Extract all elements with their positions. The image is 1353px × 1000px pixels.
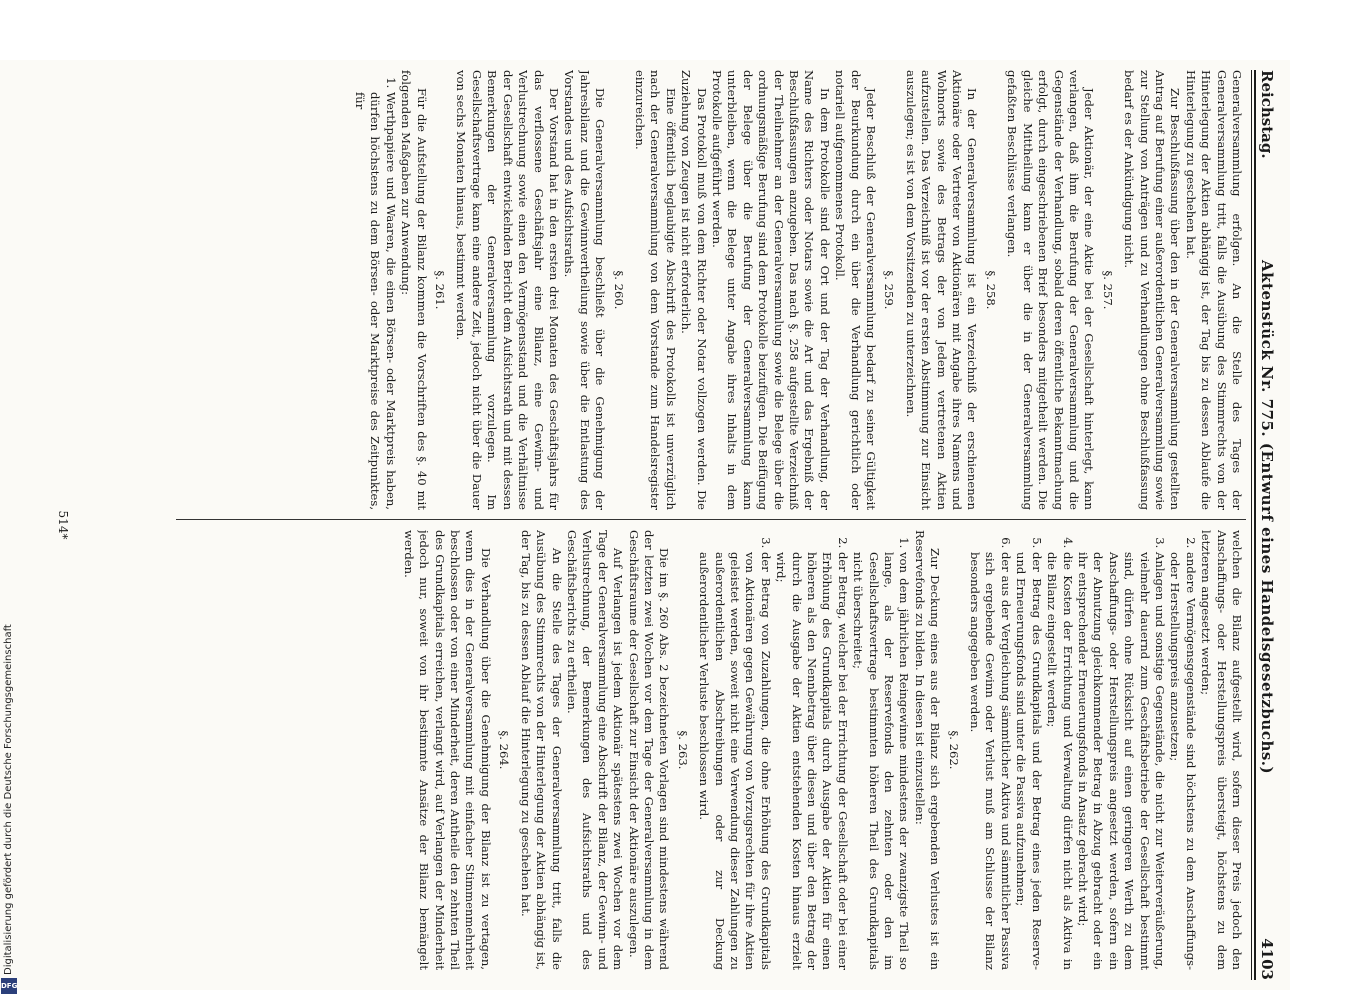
right-column	[144, 530, 1244, 970]
paragraph: Für die Aufstellung der Bilanz kommen die Vorschriften des §. 40 mit folgenden Maßgaben zur Anwendung:	[399, 70, 429, 510]
section-heading: §. 259.	[882, 270, 897, 310]
paragraph: Auf Verlangen ist jedem Aktionär spätestens zwei Wochen vor dem Tage der Generalversammlung eine Abschrift der Bilanz, der Gewinn- und Verlustrechnung, der Bemerkungen des Aufsichtsraths und des Geschäftsberichts zu ertheilen.	[564, 530, 626, 970]
credit-text: Digitalisierung gefördert durch die Deutsche Forschungsgemeinschaft	[3, 624, 14, 975]
paragraph: Generalversammlung erfolgen. An die Stelle des Tages der Generalversammlung tritt, falls die Ausübung des Stimmrechts von der Hinterlegung der Aktien abhängig ist, der Tag bis zu dessen Ablaufe die Hinterlegung zu geschehen hat.	[1183, 70, 1244, 510]
list-item: 1. Werthpapiere und Waaren, die einen Börsen- oder Marktpreis haben, dürfen höchstens zu dem Börsen- oder Marktpreise des Zeitpunktes, für	[352, 92, 398, 510]
section-heading: §. 261.	[433, 270, 448, 310]
numbered-list	[696, 530, 912, 970]
section-heading: §. 258.	[983, 270, 998, 310]
paragraph: In dem Protokolle sind der Ort und der Tag der Verhandlung, der Name des Richters oder Notars sowie die Art und das Ergebniß der Beschlußfassungen anzugeben. Das nach §. 258 aufgestellte Verzeichniß der Theilnehmer an der Generalversammlung sowie die Belege über die ordnungsmäßige Berufung sind dem Protokolle beizufügen. Die Beifügung der Belege über die Berufung der Generalversammlung kann unterbleiben, wenn die Belege unter Angabe ihres Inhalts in dem Protokolle aufgeführt werden.	[710, 70, 832, 510]
document-page	[0, 60, 1290, 990]
paragraph: Zur Beschlußfassung über den in der Generalversammlung gestellten Antrag auf Berufung einer außerordentlichen Generalversammlung sowie zur Stellung von Anträgen und zu Verhandlungen ohne Beschlußfassung bedarf es der Ankündigung nicht.	[1122, 70, 1183, 510]
paragraph: An die Stelle des Tages der Generalversammlung tritt, falls die Ausübung des Stimmrechts von der Hinterlegung der Aktien abhängig ist, der Tag, bis zu dessen Ablauf die Hinterlegung zu geschehen hat.	[518, 530, 564, 970]
paragraph: Jeder Aktionär, der eine Aktie bei der Gesellschaft hinterlegt, kann verlangen, daß ihm die Berufung der Generalversammlung und die Gegenstände der Verhandlung, sobald deren öffentliche Bekanntmachung erfolgt, durch eingeschriebenen Brief besonders mitgetheilt werden. Die gleiche Mittheilung kann er über die in der Generalversammlung gefaßten Beschlüsse verlangen.	[1005, 70, 1097, 510]
paragraph: Eine öffentlich beglaubigte Abschrift des Protokolls ist unverzüglich nach der Generalversammlung von dem Vorstande zum Handelsregister einzureichen.	[632, 70, 678, 510]
list-item: 2. andere Vermögensgegenstände sind höchstens zu dem Anschaffungs- oder Herstellungspreis anzusetzen;	[1167, 552, 1198, 970]
paragraph: Jeder Beschluß der Generalversammlung bedarf zu seiner Gültigkeit der Beurkundung durch ein über die Verhandlung gerichtlich oder notariell aufgenommenes Protokoll.	[833, 70, 879, 510]
section-heading: §. 260.	[611, 270, 626, 310]
section-heading: §. 262.	[946, 730, 961, 770]
numbered-list	[352, 70, 398, 510]
paragraph: Die Generalversammlung beschließt über die Genehmigung der Jahresbilanz und die Gewinnvertheilung sowie über die Entlastung des Vorstandes und des Aufsichtsraths.	[562, 70, 608, 510]
section-heading: §. 263.	[675, 730, 690, 770]
list-item: 5. der Betrag des Grundkapitals und der Betrag eines jeden Reserve- und Erneuerungsfonds sind unter die Passiva aufzunehmen;	[1013, 552, 1044, 970]
paragraph: Die Verhandlung über die Genehmigung der Bilanz ist zu vertagen, wenn dies in der Generalversammlung mit einfacher Stimmenmehrheit beschlossen oder von einer Minderheit, deren Antheile den zehnten Theil des Grundkapitals erreichen, verlangt wird, auf Verlangen der Minderheit jedoch nur, soweit von ihr bestimmte Ansätze der Bilanz bemängelt werden.	[401, 530, 493, 970]
left-column	[144, 70, 1244, 510]
paragraph: Der Vorstand hat in den ersten drei Monaten des Geschäftsjahrs für das verflossene Geschäftsjahr eine Bilanz, eine Gewinn- und Verlustrechnung sowie einen den Vermögensstand und die Verhältnisse der Gesellschaft entwickelnden Bericht dem Aufsichtsrath und mit dessen Bemerkungen der Generalversammlung vorzulegen. Im Gesellschaftsvertrage kann eine andere Zeit, jedoch nicht über die Dauer von sechs Monaten hinaus, bestimmt werden.	[454, 70, 561, 510]
list-item: 3. Anlagen und sonstige Gegenstände, die nicht zur Weiterveräußerung, vielmehr dauernd zum Geschäftsbetriebe der Gesellschaft bestimmt sind, dürfen ohne Rücksicht auf einen geringeren Werth zu dem Anschaffungs- oder Herstellungspreis angesetzt werden, sofern ein der Abnutzung gleichkommender Betrag in Abzug gebracht oder ein ihr entsprechender Erneuerungsfonds in Ansatz gebracht wird;	[1075, 552, 1167, 970]
paragraph: Das Protokoll muß von dem Richter oder Notar vollzogen werden. Die Zuziehung von Zeugen ist nicht erforderlich.	[679, 70, 709, 510]
list-item: 6. der aus der Vergleichung sämmtlicher Aktiva und sämmtlicher Passiva sich ergebende Gewinn oder Verlust muß am Schlusse der Bilanz besonders angegeben werden.	[967, 552, 1013, 970]
dfg-logo-icon: DFG	[1, 978, 17, 994]
section-heading: §. 264.	[497, 730, 512, 770]
paragraph: Die im §. 260 Abs. 2 bezeichneten Vorlagen sind mindestens während der letzten zwei Wochen vor dem Tage der Generalversammlung in dem Geschäftsraume der Gesellschaft zur Einsicht der Aktionäre auszulegen.	[626, 530, 672, 970]
header-rule	[1251, 70, 1256, 980]
page-number: 4103	[1258, 938, 1276, 980]
list-item: 1. von dem jährlichen Reingewinne mindestens der zwanzigste Theil so lange, als der Reservefonds den zehnten oder den im Gesellschaftsvertrage bestimmten höheren Theil des Grundkapitals nicht überschreitet;	[850, 552, 912, 970]
header-title: Aktenstück Nr. 775. (Entwurf eines Handelsgesetzbuchs.)	[1258, 260, 1276, 775]
list-item: 4. die Kosten der Errichtung und Verwaltung dürfen nicht als Aktiva in die Bilanz eingestellt werden;	[1044, 552, 1075, 970]
running-head	[1254, 70, 1280, 980]
list-item: 3. der Betrag von Zuzahlungen, die ohne Erhöhung des Grundkapitals von Aktionären gegen Gewährung von Vorzugsrechten für ihre Aktien geleistet werden, soweit nicht eine Verwendung dieser Zahlungen zu außerordentlichen Abschreibungen oder zur Deckung außerordentlicher Verluste beschlossen wird.	[696, 552, 773, 970]
signature-mark: 514*	[56, 510, 70, 540]
section-heading: §. 257.	[1100, 270, 1115, 310]
paragraph: welchen die Bilanz aufgestellt wird, sofern dieser Preis jedoch den Anschaffungs- oder Herstellungspreis übersteigt, höchstens zu dem letzteren angesetzt werden;	[1199, 530, 1244, 970]
list-item: 2. der Betrag, welcher bei der Errichtung der Gesellschaft oder bei einer Erhöhung des Grundkapitals durch Ausgabe der Aktien für einen höheren als den Nennbetrag über diesen und über den Betrag der durch die Ausgabe der Aktien entstehenden Kosten hinaus erzielt wird;	[773, 552, 850, 970]
paragraph: In der Generalversammlung ist ein Verzeichniß der erschienenen Aktionäre oder Vertreter von Aktionären mit Angabe ihres Namens und Wohnorts sowie des Betrags der von Jedem vertretenen Aktien aufzustellen. Das Verzeichniß ist vor der ersten Abstimmung zur Einsicht auszulegen; es ist von dem Vorsitzenden zu unterzeichnen.	[903, 70, 980, 510]
column-divider	[176, 519, 1246, 520]
paragraph: Zur Deckung eines aus der Bilanz sich ergebenden Verlustes ist ein Reservefonds zu bilden. In diesen ist einzustellen:	[912, 530, 943, 970]
numbered-list	[967, 530, 1198, 970]
digitization-credit	[0, 595, 18, 1000]
header-left: Reichstag.	[1258, 70, 1276, 159]
